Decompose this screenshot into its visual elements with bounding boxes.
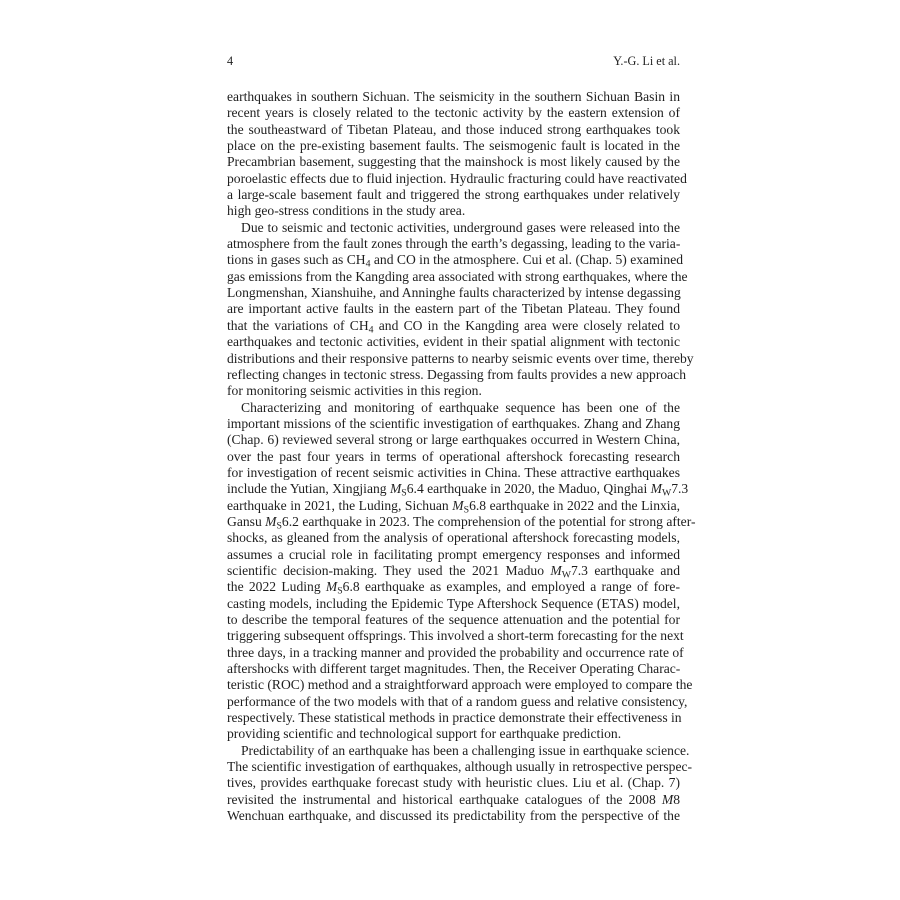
text-line: Longmenshan, Xianshuihe, and Anninghe faults characterized by intense degassing bbox=[227, 285, 681, 301]
text-line: shocks, as gleaned from the analysis of operational aftershock forecasting models, bbox=[227, 530, 680, 546]
text-line: respectively. These statistical methods in practice demonstrate their effectiveness in bbox=[227, 710, 682, 726]
text-line: Gansu $M_S6.2$ earthquake in 2023. The comprehension of the potential for strong after- bbox=[227, 513, 696, 532]
paragraph bbox=[227, 742, 693, 825]
text-line: earthquakes and tectonic activities, evident in their spatial alignment with tectonic bbox=[227, 334, 680, 350]
text-line: a large-scale basement fault and triggered the strong earthquakes under relatively bbox=[227, 187, 680, 203]
text-line: Wenchuan earthquake, and discussed its predictability from the perspective of the bbox=[227, 808, 680, 824]
text-line: Characterizing and monitoring of earthquake sequence has been one of the bbox=[241, 399, 680, 415]
text-line: recent years is closely related to the tectonic activity by the eastern extension of bbox=[227, 105, 680, 121]
text-line: for monitoring seismic activities in this region. bbox=[227, 383, 482, 399]
text-line: casting models, including the Epidemic Type Aftershock Sequence (ETAS) model, bbox=[227, 595, 680, 611]
text-line: teristic (ROC) method and a straightforward approach were employed to compare the bbox=[227, 677, 693, 693]
paragraph bbox=[227, 89, 687, 220]
text-line: distributions and their responsive patterns to nearby seismic events over time, thereby bbox=[227, 350, 694, 366]
text-line: three days, in a tracking manner and provided the probability and occurrence rate of bbox=[227, 644, 684, 660]
paragraph bbox=[227, 219, 694, 400]
text-line: (Chap. 6) reviewed several strong or large earthquakes occurred in Western China, bbox=[227, 432, 680, 448]
body-text bbox=[227, 89, 696, 824]
text-line: performance of the two models with that of a random guess and relative consistency, bbox=[227, 693, 688, 709]
page-header bbox=[227, 52, 680, 72]
text-line: to describe the temporal features of the sequence attenuation and the potential for bbox=[227, 612, 680, 627]
text-line: the 2022 Luding $M_S6.8$ earthquake as examples, and employed a range of fore- bbox=[227, 579, 680, 597]
text-line: place on the pre-existing basement faults. The seismogenic fault is located in the bbox=[227, 138, 680, 154]
text-line: include the Yutian, Xingjiang $M_S6.4$ earthquake in 2020, the Maduo, Qinghai $M_W7.3$ bbox=[227, 481, 689, 499]
paragraph bbox=[227, 399, 696, 743]
text-line: that the variations of $CH_4$ and CO in the Kangding area were closely related to bbox=[227, 317, 680, 336]
text-line: atmosphere from the fault zones through the earth’s degassing, leading to the varia- bbox=[227, 236, 681, 252]
text-line: high geo-stress conditions in the study area. bbox=[227, 203, 466, 219]
text-line: for investigation of recent seismic activities in China. These attractive earthquakes bbox=[227, 464, 680, 480]
text-line: reflecting changes in tectonic stress. Degassing from faults provides a new approach bbox=[227, 366, 687, 382]
text-line: Precambrian basement, suggesting that the mainshock is most likely caused by the bbox=[227, 154, 680, 170]
text-line: The scientific investigation of earthquakes, although usually in retrospective perspec- bbox=[227, 759, 693, 775]
text-line: scientific decision-making. They used the 2021 Maduo $M_W7.3$ earthquake and bbox=[227, 562, 680, 581]
text-line: poroelastic effects due to fluid injection. Hydraulic fracturing could have reactivated bbox=[227, 170, 687, 186]
text-line: over the past four years in terms of operational aftershock forecasting research bbox=[227, 448, 680, 464]
text-line: tives, provides earthquake forecast study with heuristic clues. Liu et al. (Chap. 7) bbox=[227, 775, 680, 791]
text-line: Due to seismic and tectonic activities, underground gases were released into the bbox=[241, 219, 680, 235]
text-line: the southeastward of Tibetan Plateau, and those induced strong earthquakes took bbox=[227, 121, 680, 137]
text-line: providing scientific and technological support for earthquake prediction. bbox=[227, 726, 622, 742]
text-line: are important active faults in the eastern part of the Tibetan Plateau. They found bbox=[227, 301, 680, 317]
text-line: gas emissions from the Kangding area associated with strong earthquakes, where the bbox=[227, 268, 688, 284]
text-line: earthquake in 2021, the Luding, Sichuan $M_S6.8$ earthquake in 2022 and the Linxia, bbox=[227, 497, 681, 516]
text-line: Predictability of an earthquake has been a challenging issue in earthquake science. bbox=[241, 742, 690, 758]
text-line: aftershocks with different target magnitudes. Then, the Receiver Operating Charac- bbox=[227, 661, 681, 677]
text-line: revisited the instrumental and historical earthquake catalogues of the 2008 M8 bbox=[227, 791, 680, 807]
book-page bbox=[227, 52, 696, 824]
text-line: earthquakes in southern Sichuan. The seismicity in the southern Sichuan Basin in bbox=[227, 89, 680, 104]
text-line: assumes a crucial role in facilitating prompt emergency responses and informed bbox=[227, 546, 680, 562]
text-line: important missions of the scientific investigation of earthquakes. Zhang and Zhang bbox=[227, 415, 680, 431]
running-head: Y.-G. Li et al. bbox=[613, 54, 680, 68]
text-line: tions in gases such as $CH_4$ and CO in the atmosphere. Cui et al. (Chap. 5) examined bbox=[227, 252, 684, 270]
page-number: 4 bbox=[227, 54, 234, 68]
text-line: triggering subsequent offsprings. This involved a short-term forecasting for the next bbox=[227, 628, 684, 644]
